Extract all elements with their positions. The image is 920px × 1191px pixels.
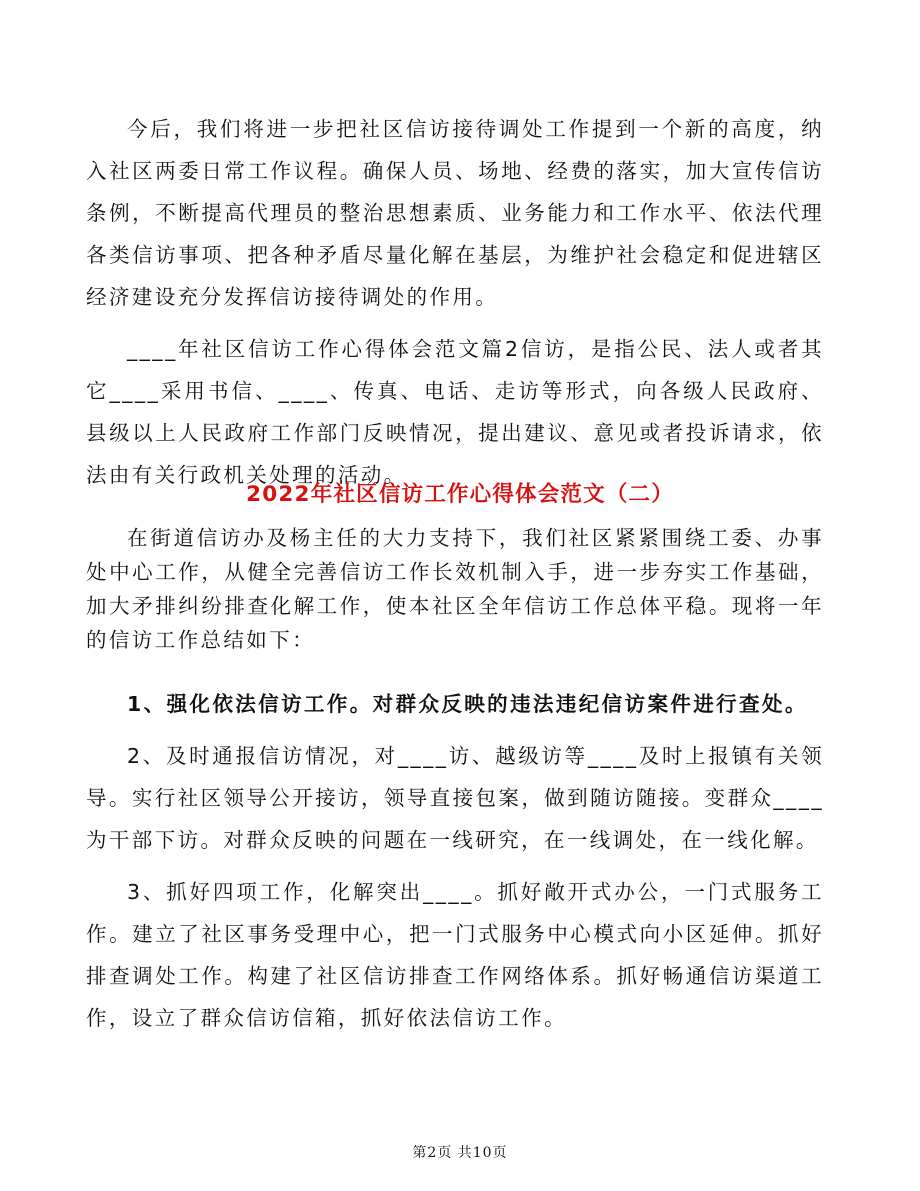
- section-heading: 2022年社区信访工作心得体会范文（二）: [246, 482, 674, 507]
- paragraph-future-plans: 今后，我们将进一步把社区信访接待调处工作提到一个新的高度，纳入社区两委日常工作议程。确保人员、场地、经费的落实，加大宣传信访条例，不断提高代理员的整治思想素质、业务能力和工作水平、依法代理各类信访事项、把各种矛盾尽量化解在基层，为维护社会稳定和促进辖区经济建设充分发挥信访接待调处的作用。: [86, 117, 824, 309]
- section-two-items: [86, 683, 824, 1039]
- page-number: 第2页 共10页: [412, 1145, 508, 1161]
- paragraph-intro: 在街道信访办及杨主任的大力支持下，我们社区紧紧围绕工委、办事处中心工作，从健全完善信访工作长效机制入手，进一步夯实工作基础，加大矛排纠纷排查化解工作，使本社区全年信访工作总体平稳。现将一年的信访工作总结如下：: [86, 526, 824, 652]
- section-two-body: [86, 521, 824, 657]
- list-item-3: 3、抓好四项工作，化解突出____。抓好敞开式办公，一门式服务工作。建立了社区事务受理中心，把一门式服务中心模式向小区延伸。抓好排查调处工作。构建了社区信访排查工作网络体系。抓好畅通信访渠道工作，设立了群众信访信箱，抓好依法信访工作。: [86, 880, 824, 1030]
- list-item-1: 1、强化依法信访工作。对群众反映的违法违纪信访案件进行查处。: [127, 692, 808, 716]
- paragraph-definition: ____年社区信访工作心得体会范文篇2信访，是指公民、法人或者其它____采用书信、____、传真、电话、走访等形式，向各级人民政府、县级以上人民政府工作部门反映情况，提出建议、意见或者投诉请求，依法由有关行政机关处理的活动。: [86, 337, 824, 487]
- section-continued: [86, 108, 824, 496]
- list-item-2: 2、及时通报信访情况，对____访、越级访等____及时上报镇有关领导。实行社区领导公开接访，领导直接包案，做到随访随接。变群众____为干部下访。对群众反映的问题在一线研究，在一线调处，在一线化解。: [86, 744, 824, 852]
